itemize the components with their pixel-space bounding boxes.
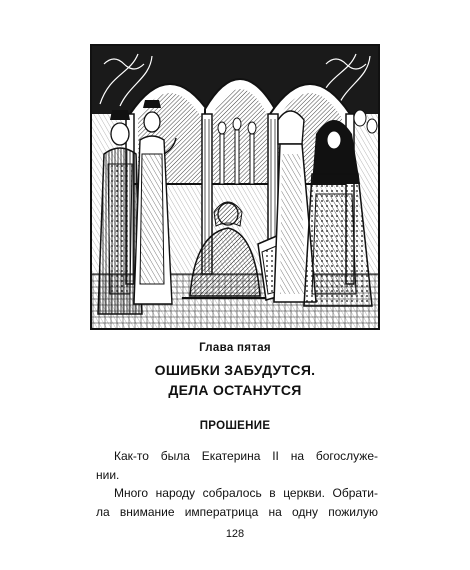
chapter-title-line-2: ДЕЛА ОСТАНУТСЯ: [168, 382, 302, 398]
chapter-title-line-1: ОШИБКИ ЗАБУДУТСЯ.: [154, 362, 316, 378]
body-line: Много народу собралось в церкви. Обрати-: [114, 486, 378, 500]
body-line: ла внимание императрица на одну пожилую: [96, 504, 378, 519]
chapter-title: [0, 360, 470, 400]
body-line: Как-то была Екатерина II на богослуже-: [114, 449, 378, 463]
church-scene-illustration: [90, 44, 380, 330]
church-scene-engraving-icon: [90, 44, 380, 330]
page-number: 128: [225, 528, 245, 540]
section-title: ПРОШЕНИЕ: [199, 420, 271, 432]
chapter-label: Глава пятая: [199, 342, 271, 354]
body-text: [96, 447, 378, 521]
body-line: нии.: [96, 467, 120, 482]
